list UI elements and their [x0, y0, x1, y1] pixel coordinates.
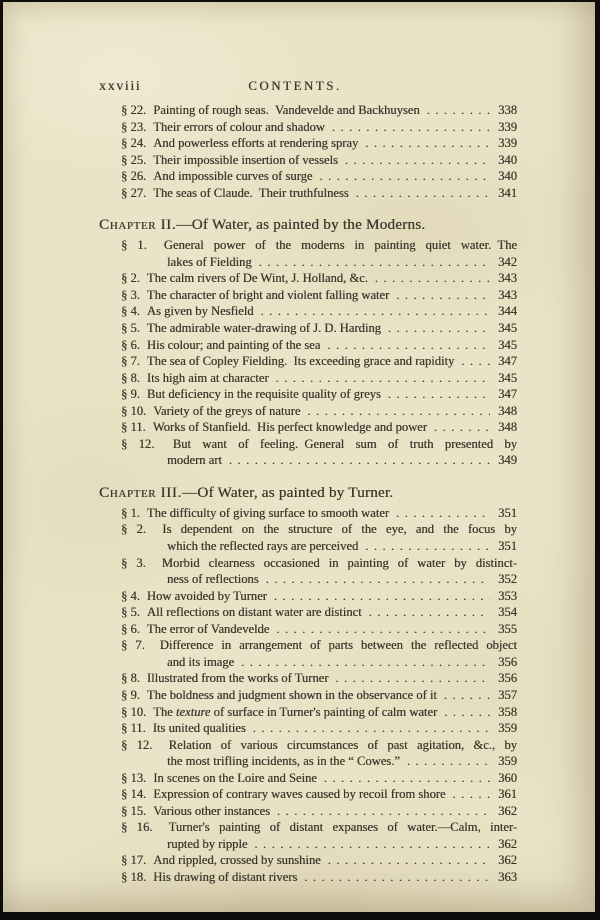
entry-text: And rippled, crossed by sunshine — [153, 853, 321, 868]
entry-text: His colour; and painting of the sea — [146, 337, 321, 352]
toc-entry — [121, 237, 517, 270]
section-number: § 6. — [121, 621, 140, 636]
entry-page-number: 347 — [498, 387, 517, 402]
chapter-heading — [99, 214, 517, 235]
toc-entry-line — [121, 803, 517, 820]
toc-section — [97, 102, 517, 201]
dot-leader — [327, 337, 490, 354]
toc-entry-line — [121, 521, 517, 538]
toc-entry — [121, 621, 517, 638]
toc-entry — [121, 135, 517, 152]
section-number: § 22. — [121, 103, 147, 117]
entry-text: Works of Stanfield. His perfect knowledge and power — [152, 420, 427, 435]
entry-text: Difference in arrangement of parts between the reflected object — [159, 638, 518, 653]
section-number: § 2. — [121, 271, 140, 286]
entry-text-continuation: lakes of Fielding — [167, 254, 252, 269]
entry-page-number: 353 — [498, 588, 517, 603]
entry-page-number: 362 — [498, 853, 517, 868]
page-header — [97, 78, 517, 96]
toc-section — [97, 482, 517, 886]
entry-text: The error of Vandevelde — [146, 621, 270, 636]
toc-entry-line — [121, 168, 517, 185]
section-number: § 3. — [121, 287, 140, 302]
toc-entry-continuation — [121, 452, 517, 469]
entry-page-number: 352 — [498, 572, 517, 587]
dot-leader — [356, 185, 490, 202]
dot-leader — [388, 320, 490, 337]
entry-page-number: 343 — [498, 271, 517, 286]
toc-entry — [121, 555, 517, 588]
dot-leader — [253, 720, 490, 737]
entry-page-number: 351 — [498, 505, 517, 520]
toc-entry — [121, 337, 517, 354]
toc-entry-line — [121, 670, 517, 687]
entry-text: The boldness and judgment shown in the observance of it — [146, 687, 437, 702]
entry-page-number: 342 — [498, 254, 517, 269]
dot-leader — [332, 119, 490, 136]
entry-text: All reflections on distant water are distinct — [146, 605, 362, 620]
toc-entry-continuation — [121, 836, 517, 853]
toc-entry — [121, 770, 517, 787]
section-number: § 12. — [121, 737, 153, 752]
dot-leader — [461, 353, 490, 370]
dot-leader — [396, 287, 490, 304]
toc-entry-line — [121, 505, 517, 522]
toc-entry-line — [121, 687, 517, 704]
entry-page-number: 354 — [498, 605, 517, 620]
toc — [97, 102, 517, 886]
toc-entry — [121, 687, 517, 704]
entry-text: The calm rivers of De Wint, J. Holland, &c. — [146, 271, 368, 286]
toc-entry-line — [121, 337, 517, 354]
toc-entry-line — [121, 370, 517, 387]
section-number: § 14. — [121, 787, 147, 802]
entry-text-continuation: ness of reflections — [167, 572, 259, 587]
toc-entry-line — [121, 737, 517, 754]
entry-page-number: 343 — [498, 287, 517, 302]
toc-entry — [121, 419, 517, 436]
toc-entry-line — [121, 704, 517, 721]
entry-text: Morbid clearness occasioned in painting of water by distinct- — [161, 555, 517, 570]
toc-entry-line — [121, 436, 517, 453]
dot-leader — [407, 753, 490, 770]
toc-entry — [121, 637, 517, 670]
entry-text: Painting of rough seas. Vandevelde and Backhuysen — [153, 103, 420, 117]
entry-text: Its united qualities — [152, 721, 246, 736]
entry-text: Is dependent on the structure of the eye, and the focus by — [162, 522, 517, 537]
section-number: § 10. — [121, 403, 147, 418]
chapter-number-label: Chapter III. — [99, 483, 182, 501]
toc-entry — [121, 152, 517, 169]
entry-text: Various other instances — [153, 803, 270, 818]
section-number: § 17. — [121, 853, 147, 868]
toc-entry-line — [121, 119, 517, 136]
section-number: § 12. — [121, 436, 155, 451]
toc-entry-line — [121, 102, 517, 119]
entry-text: The character of bright and violent falling water — [146, 287, 390, 302]
entry-text: In scenes on the Loire and Seine — [153, 770, 317, 785]
section-number: § 4. — [121, 304, 140, 319]
entry-page-number: 345 — [498, 370, 517, 385]
toc-entry-line — [121, 303, 517, 320]
toc-entry-line — [121, 852, 517, 869]
section-number: § 1. — [121, 505, 140, 520]
toc-entry-line — [121, 604, 517, 621]
dot-leader — [345, 152, 490, 169]
toc-entry-line — [121, 786, 517, 803]
dot-leader — [276, 621, 490, 638]
chapter-title: —Of Water, as painted by Turner. — [181, 483, 394, 501]
entry-text: Variety of the greys of nature — [153, 403, 301, 418]
toc-entry — [121, 320, 517, 337]
entry-text: Illustrated from the works of Turner — [146, 671, 329, 686]
section-number: § 10. — [121, 704, 147, 719]
dot-leader — [254, 836, 490, 853]
section-number: § 2. — [121, 522, 147, 537]
entry-page-number: 356 — [498, 671, 517, 686]
section-number: § 26. — [121, 169, 147, 184]
section-number: § 9. — [121, 687, 140, 702]
entry-page-number: 361 — [498, 787, 517, 802]
toc-entry-line — [121, 270, 517, 287]
toc-entry — [121, 119, 517, 136]
entry-page-number: 345 — [498, 337, 517, 352]
folio-page-number: xxviii — [99, 79, 142, 94]
entry-page-number: 356 — [498, 654, 517, 669]
toc-entry — [121, 185, 517, 202]
toc-entry-continuation — [121, 571, 517, 588]
toc-section — [97, 214, 517, 469]
entry-text: And impossible curves of surge — [153, 169, 313, 184]
toc-entry — [121, 604, 517, 621]
toc-entry-line — [121, 403, 517, 420]
dot-leader — [396, 505, 490, 522]
entry-text-continuation: which the reflected rays are perceived — [167, 539, 359, 554]
entry-page-number: 359 — [498, 721, 517, 736]
entry-text: The sea of Copley Fielding. Its exceeding grace and rapidity — [146, 354, 455, 369]
entry-text: The difficulty of giving surface to smooth water — [146, 505, 390, 520]
dot-leader — [241, 654, 490, 671]
toc-entry-continuation — [121, 538, 517, 555]
section-number: § 7. — [121, 638, 145, 653]
section-number: § 8. — [121, 671, 140, 686]
entry-page-number: 359 — [498, 754, 517, 769]
toc-entry — [121, 303, 517, 320]
entry-page-number: 355 — [498, 621, 517, 636]
entry-text-continuation: the most trifling incidents, as in the “ Cowes.” — [167, 754, 400, 769]
entry-text: The seas of Claude. Their truthfulness — [153, 185, 349, 200]
dot-leader — [261, 303, 490, 320]
dot-leader — [229, 452, 490, 469]
dot-leader — [388, 386, 490, 403]
toc-entry-line — [121, 720, 517, 737]
toc-entry-line — [121, 237, 517, 254]
dot-leader — [274, 588, 490, 605]
entry-page-number: 362 — [498, 836, 517, 851]
chapter-number-label: Chapter II. — [99, 216, 177, 234]
section-number: § 5. — [121, 605, 140, 620]
dot-leader — [427, 102, 490, 119]
dot-leader — [365, 135, 490, 152]
toc-entry — [121, 168, 517, 185]
toc-entry — [121, 737, 517, 770]
section-number: § 15. — [121, 803, 147, 818]
toc-entry-line — [121, 637, 517, 654]
toc-entry — [121, 403, 517, 420]
section-number: § 25. — [121, 152, 147, 167]
toc-entry-continuation — [121, 753, 517, 770]
entry-page-number: 339 — [498, 119, 517, 134]
entry-page-number: 363 — [498, 869, 517, 884]
section-number: § 1. — [121, 238, 147, 253]
section-number: § 11. — [121, 721, 146, 736]
dot-leader — [444, 704, 490, 721]
entry-page-number: 345 — [498, 321, 517, 336]
section-number: § 13. — [121, 770, 147, 785]
toc-entry — [121, 270, 517, 287]
entry-text: How avoided by Turner — [146, 588, 267, 603]
dot-leader — [319, 168, 490, 185]
entry-page-number: 348 — [498, 403, 517, 418]
toc-entry-continuation — [121, 254, 517, 271]
toc-entry — [121, 869, 517, 886]
entry-text: Relation of various circumstances of past agitation, &c., by — [168, 737, 517, 752]
entry-page-number: 349 — [498, 453, 517, 468]
toc-entry — [121, 588, 517, 605]
entry-page-number: 357 — [498, 687, 517, 702]
dot-leader — [365, 538, 490, 555]
section-number: § 3. — [121, 555, 146, 570]
toc-entry-line — [121, 555, 517, 572]
toc-entry-line — [121, 419, 517, 436]
toc-entry-line — [121, 320, 517, 337]
toc-entry-line — [121, 869, 517, 886]
section-number: § 16. — [121, 820, 153, 835]
dot-leader — [304, 869, 490, 886]
toc-entry-line — [121, 819, 517, 836]
section-number: § 24. — [121, 136, 147, 151]
toc-entry-line — [121, 185, 517, 202]
entry-text: Its high aim at character — [146, 370, 269, 385]
dot-leader — [266, 571, 490, 588]
toc-entry-line — [121, 386, 517, 403]
toc-entry — [121, 521, 517, 554]
section-number: § 5. — [121, 321, 140, 336]
section-number: § 11. — [121, 420, 146, 435]
entry-page-number: 358 — [498, 704, 517, 719]
entry-text: His drawing of distant rivers — [153, 869, 298, 884]
toc-entry — [121, 670, 517, 687]
dot-leader — [444, 687, 490, 704]
chapter-heading — [99, 482, 517, 503]
dot-leader — [307, 403, 490, 420]
entry-text: And powerless efforts at rendering spray — [153, 136, 359, 151]
dot-leader — [328, 852, 490, 869]
toc-entry-line — [121, 588, 517, 605]
chapter-title: —Of Water, as painted by the Moderns. — [176, 216, 426, 234]
entry-text-continuation: rupted by ripple — [167, 836, 248, 851]
toc-entry — [121, 786, 517, 803]
dot-leader — [259, 254, 490, 271]
entry-text: Their errors of colour and shadow — [153, 119, 325, 134]
entry-text: The texture of surface in Turner's painting of calm water — [153, 704, 438, 719]
entry-text-continuation: modern art — [167, 453, 222, 468]
entry-text: Expression of contrary waves caused by recoil from shore — [153, 787, 446, 802]
toc-entry — [121, 852, 517, 869]
section-number: § 8. — [121, 370, 140, 385]
toc-entry — [121, 819, 517, 852]
entry-page-number: 341 — [498, 185, 517, 200]
toc-entry-line — [121, 152, 517, 169]
dot-leader — [277, 803, 490, 820]
toc-entry — [121, 704, 517, 721]
toc-entry-line — [121, 287, 517, 304]
section-number: § 6. — [121, 337, 140, 352]
entry-text: Turner's painting of distant expanses of water.—Calm, inter- — [168, 820, 518, 835]
toc-entry — [121, 102, 517, 119]
entry-page-number: 360 — [498, 770, 517, 785]
dot-leader — [335, 670, 490, 687]
dot-leader — [453, 786, 490, 803]
entry-page-number: 362 — [498, 803, 517, 818]
entry-text: Their impossible insertion of vessels — [153, 152, 338, 167]
entry-text: But want of feeling. General sum of truth presented by — [172, 436, 517, 451]
entry-text: As given by Nesfield — [146, 304, 254, 319]
toc-entry — [121, 353, 517, 370]
entry-page-number: 339 — [498, 136, 517, 151]
toc-entry-line — [121, 353, 517, 370]
entry-page-number: 351 — [498, 539, 517, 554]
running-head-title: CONTENTS. — [248, 79, 342, 93]
entry-text: General power of the moderns in painting quiet water. The — [163, 238, 518, 253]
entry-page-number: 340 — [498, 152, 517, 167]
toc-entry — [121, 370, 517, 387]
entry-page-number: 340 — [498, 169, 517, 184]
section-number: § 18. — [121, 869, 147, 884]
entry-text: The admirable water-drawing of J. D. Harding — [146, 321, 381, 336]
toc-entry — [121, 803, 517, 820]
dot-leader — [434, 419, 490, 436]
dot-leader — [324, 770, 490, 787]
section-number: § 4. — [121, 588, 140, 603]
dot-leader — [375, 270, 490, 287]
toc-entry-line — [121, 621, 517, 638]
entry-page-number: 344 — [498, 304, 517, 319]
toc-entry-line — [121, 770, 517, 787]
toc-entry-line — [121, 135, 517, 152]
dot-leader — [369, 604, 490, 621]
entry-page-number: 347 — [498, 354, 517, 369]
entry-text: But deficiency in the requisite quality of greys — [146, 387, 381, 402]
entry-page-number: 348 — [498, 420, 517, 435]
toc-entry — [121, 720, 517, 737]
dot-leader — [276, 370, 490, 387]
section-number: § 27. — [121, 185, 147, 200]
toc-entry-continuation — [121, 654, 517, 671]
toc-entry — [121, 436, 517, 469]
toc-entry — [121, 386, 517, 403]
book-page — [3, 2, 595, 912]
section-number: § 23. — [121, 119, 147, 134]
section-number: § 7. — [121, 354, 140, 369]
entry-page-number: 338 — [498, 103, 517, 117]
section-number: § 9. — [121, 387, 140, 402]
entry-text-continuation: and its image — [167, 654, 235, 669]
toc-entry — [121, 505, 517, 522]
toc-entry — [121, 287, 517, 304]
